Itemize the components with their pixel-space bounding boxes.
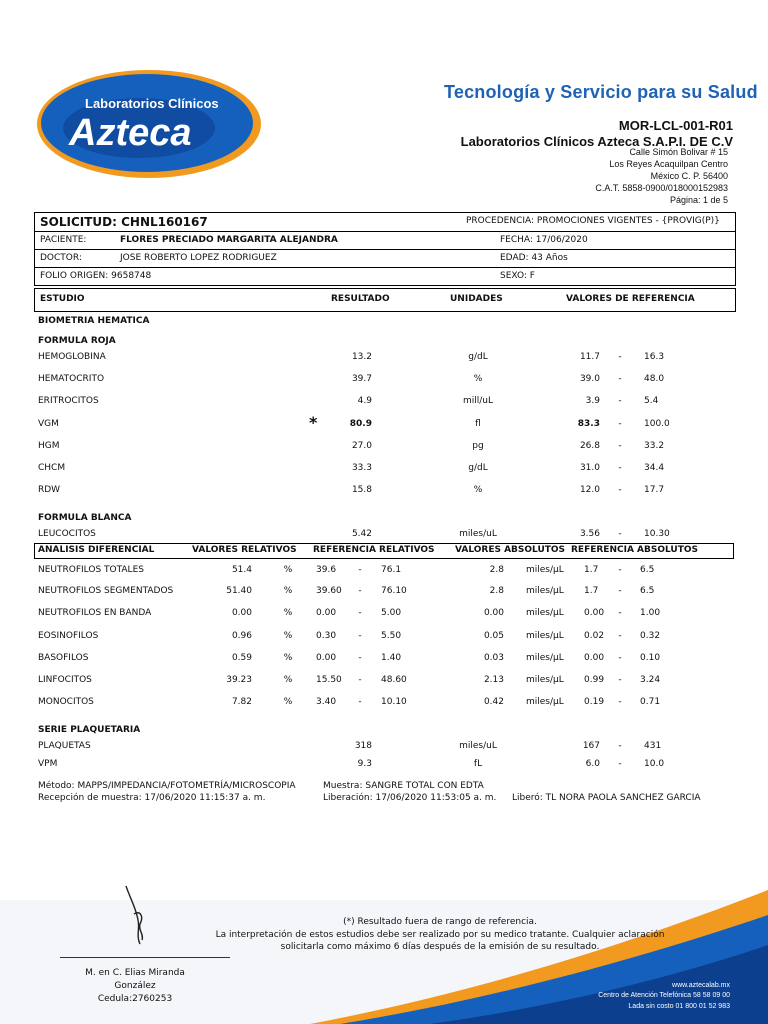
signer-surname: González: [114, 981, 156, 991]
diff-dash: -: [618, 631, 622, 641]
diff-unit: miles/µL: [526, 653, 564, 663]
sexo: SEXO: F: [500, 271, 535, 281]
diff-abs-high: 0.10: [640, 653, 661, 663]
test-name: HEMATOCRITO: [38, 374, 105, 384]
test-name: CHCM: [38, 463, 66, 473]
diff-unit: miles/µL: [526, 586, 564, 596]
test-unit: %: [473, 485, 483, 495]
section-plaquetaria: SERIE PLAQUETARIA: [38, 725, 141, 735]
divider: [34, 249, 736, 250]
doctor-name: JOSE ROBERTO LOPEZ RODRIGUEZ: [120, 253, 277, 263]
diff-ref-high: 5.50: [381, 631, 402, 641]
footnote-line: La interpretación de estos estudios debe ser realizado por su medico tratante. Cualquier aclaración: [215, 930, 665, 940]
diff-abs: 2.8: [489, 586, 504, 596]
diff-rel: 0.00: [231, 608, 252, 618]
section-biometria: BIOMETRIA HEMATICA: [38, 316, 150, 326]
ref-low: 31.0: [579, 463, 600, 473]
fecha: FECHA: 17/06/2020: [500, 235, 588, 245]
diff-dash: -: [358, 631, 362, 641]
ref-dash: -: [618, 441, 622, 451]
leucocitos-name: LEUCOCITOS: [38, 529, 96, 539]
ref-high: 48.0: [644, 374, 665, 384]
test-unit: mill/uL: [462, 396, 494, 406]
address-line: México C. P. 56400: [650, 171, 728, 181]
diff-abs-high: 6.5: [640, 565, 655, 575]
contact-toll-free: Lada sin costo 01 800 01 52 983: [628, 1003, 730, 1010]
address-line: Los Reyes Acaquilpan Centro: [609, 159, 728, 169]
paciente-label: PACIENTE:: [40, 235, 87, 245]
ref-high: 5.4: [644, 396, 659, 406]
ref-high: 10.0: [644, 759, 665, 769]
diff-rel: 0.96: [231, 631, 252, 641]
divider: [34, 267, 736, 268]
col-unidades: UNIDADES: [450, 294, 503, 304]
diff-abs: 0.03: [483, 653, 504, 663]
recepcion: Recepción de muestra: 17/06/2020 11:15:37 a. m.: [38, 793, 266, 803]
ref-low: 6.0: [585, 759, 600, 769]
diff-abs-low: 1.7: [584, 565, 599, 575]
section-blanca: FORMULA BLANCA: [38, 513, 132, 523]
test-result: 318: [354, 741, 372, 751]
diff-unit: miles/µL: [526, 608, 564, 618]
diff-abs-high: 3.24: [640, 675, 661, 685]
diff-pct: %: [283, 565, 293, 575]
diff-rel: 39.23: [226, 675, 252, 685]
diff-abs-low: 0.00: [584, 608, 605, 618]
test-unit: fL: [473, 759, 483, 769]
diff-abs-low: 0.00: [584, 653, 605, 663]
test-unit: g/dL: [468, 463, 488, 473]
address-line: C.A.T. 5858-0900/018000152983: [595, 183, 728, 193]
doctor-label: DOCTOR:: [40, 253, 82, 263]
ref-low: 83.3: [577, 419, 600, 429]
ref-dash: -: [618, 759, 622, 769]
diff-rel: 7.82: [231, 697, 252, 707]
ref-high: 17.7: [644, 485, 665, 495]
diff-dash: -: [358, 586, 362, 596]
diff-name: LINFOCITOS: [38, 675, 92, 685]
diff-ref-low: 0.00: [316, 653, 337, 663]
diff-abs-high: 1.00: [640, 608, 661, 618]
ref-dash: -: [618, 374, 622, 384]
ref-low: 167: [582, 741, 600, 751]
website: www.aztecalab.mx: [672, 982, 730, 989]
signature-line: [60, 957, 230, 958]
diff-unit: miles/µL: [526, 697, 564, 707]
solicitud: SOLICITUD: CHNL160167: [40, 215, 208, 229]
diff-col-abs: VALORES ABSOLUTOS: [455, 545, 566, 555]
diff-abs-high: 0.32: [640, 631, 661, 641]
signer-name: M. en C. Elias Miranda: [85, 968, 185, 978]
diff-name: NEUTROFILOS EN BANDA: [38, 608, 152, 618]
diff-abs-low: 1.7: [584, 586, 599, 596]
col-resultado: RESULTADO: [331, 294, 390, 304]
diff-ref-low: 39.6: [316, 565, 337, 575]
page-number: Página: 1 de 5: [669, 195, 728, 205]
section-roja: FORMULA ROJA: [38, 336, 116, 346]
test-name: HGM: [38, 441, 60, 451]
ref-low: 26.8: [579, 441, 600, 451]
diff-ref-low: 15.50: [316, 675, 342, 685]
diff-abs-high: 6.5: [640, 586, 655, 596]
diff-col-analisis: ANALISIS DIFERENCIAL: [38, 545, 155, 555]
ref-low: 39.0: [579, 374, 600, 384]
diff-unit: miles/µL: [526, 631, 564, 641]
ref-high: 34.4: [644, 463, 665, 473]
diff-ref-low: 39.60: [316, 586, 342, 596]
diff-dash: -: [358, 697, 362, 707]
diff-unit: miles/µL: [526, 565, 564, 575]
test-result: 39.7: [351, 374, 372, 384]
diff-dash: -: [358, 565, 362, 575]
diff-dash: -: [358, 653, 362, 663]
diff-pct: %: [283, 631, 293, 641]
test-name: ERITROCITOS: [38, 396, 99, 406]
paciente-name: FLORES PRECIADO MARGARITA ALEJANDRA: [120, 235, 338, 245]
test-result: 4.9: [357, 396, 372, 406]
diff-abs: 0.42: [483, 697, 504, 707]
ref-low: 12.0: [579, 485, 600, 495]
diff-rel: 51.40: [226, 586, 252, 596]
diff-dash: -: [618, 586, 622, 596]
ref-high: 100.0: [644, 419, 670, 429]
test-name: VGM: [38, 419, 59, 429]
test-result: 80.9: [349, 419, 372, 429]
diff-ref-high: 1.40: [381, 653, 402, 663]
diff-pct: %: [283, 675, 293, 685]
leucocitos-result: 5.42: [351, 529, 372, 539]
diff-dash: -: [618, 675, 622, 685]
ref-dash: -: [618, 463, 622, 473]
procedencia: PROCEDENCIA: PROMOCIONES VIGENTES - {PROVIG(P)}: [466, 216, 720, 226]
logo-text-main: Azteca: [69, 112, 192, 154]
folio: FOLIO ORIGEN: 9658748: [40, 271, 152, 281]
address-line: Calle Simón Bolivar # 15: [629, 147, 728, 157]
diff-dash: -: [358, 608, 362, 618]
diff-rel: 51.4: [231, 565, 252, 575]
test-result: 27.0: [351, 441, 372, 451]
diff-abs: 0.05: [483, 631, 504, 641]
ref-dash: -: [618, 485, 622, 495]
company-name: Laboratorios Clínicos Azteca S.A.P.I. DE C.V: [460, 134, 733, 149]
signature: [110, 884, 180, 954]
diff-abs-low: 0.02: [584, 631, 605, 641]
divider: [34, 231, 736, 232]
ref-low: 3.9: [585, 396, 600, 406]
ref-high: 33.2: [644, 441, 665, 451]
liberacion: Liberación: 17/06/2020 11:53:05 a. m.: [323, 793, 497, 803]
test-result: 33.3: [351, 463, 372, 473]
test-name: RDW: [38, 485, 61, 495]
diff-name: NEUTROFILOS SEGMENTADOS: [38, 586, 174, 596]
diff-abs-low: 0.99: [584, 675, 605, 685]
ref-high: 16.3: [644, 352, 665, 362]
doc-code: MOR-LCL-001-R01: [618, 118, 733, 133]
diff-rel: 0.59: [231, 653, 252, 663]
test-result: 13.2: [351, 352, 372, 362]
logo-text-top: Laboratorios Clínicos: [85, 96, 219, 111]
diff-pct: %: [283, 697, 293, 707]
diff-col-ref-rel: REFERENCIA RELATIVOS: [313, 545, 435, 555]
diff-name: BASOFILOS: [38, 653, 89, 663]
diff-col-ref-abs: REFERENCIA ABSOLUTOS: [571, 545, 698, 555]
test-result: 15.8: [351, 485, 372, 495]
lab-logo: [35, 68, 263, 180]
ref-dash: -: [618, 352, 622, 362]
test-unit: miles/uL: [459, 741, 497, 751]
diff-ref-low: 0.30: [316, 631, 337, 641]
diff-ref-high: 48.60: [381, 675, 407, 685]
ref-dash: -: [618, 741, 622, 751]
diff-pct: %: [283, 586, 293, 596]
diff-abs: 0.00: [483, 608, 504, 618]
test-unit: %: [473, 374, 483, 384]
diff-dash: -: [618, 565, 622, 575]
diff-ref-low: 0.00: [316, 608, 337, 618]
metodo: Método: MAPPS/IMPEDANCIA/FOTOMETRÍA/MICROSCOPIA: [38, 781, 296, 791]
test-name: PLAQUETAS: [38, 741, 91, 751]
leucocitos-low: 3.56: [579, 529, 600, 539]
diff-abs: 2.13: [483, 675, 504, 685]
diff-ref-high: 76.10: [381, 586, 407, 596]
signer-cedula: Cedula:2760253: [97, 994, 173, 1004]
muestra: Muestra: SANGRE TOTAL CON EDTA: [323, 781, 484, 791]
ref-high: 431: [644, 741, 662, 751]
diff-name: MONOCITOS: [38, 697, 94, 707]
ref-dash: -: [618, 396, 622, 406]
diff-ref-high: 5.00: [381, 608, 402, 618]
footnote-line: solicitarla como máximo 6 días después de la emisión de su resultado.: [280, 942, 600, 952]
ref-dash: -: [618, 419, 622, 429]
diff-name: NEUTROFILOS TOTALES: [38, 565, 144, 575]
libero: Liberó: TL NORA PAOLA SANCHEZ GARCIA: [512, 793, 701, 803]
test-unit: pg: [472, 441, 484, 451]
diff-name: EOSINOFILOS: [38, 631, 99, 641]
footnote-flag: (*) Resultado fuera de rango de referencia.: [343, 917, 537, 927]
diff-dash: -: [358, 675, 362, 685]
test-unit: g/dL: [468, 352, 488, 362]
diff-dash: -: [618, 653, 622, 663]
test-result: 9.3: [357, 759, 372, 769]
test-unit: fl: [475, 419, 481, 429]
ref-low: 11.7: [579, 352, 600, 362]
diff-ref-high: 10.10: [381, 697, 407, 707]
diff-abs-low: 0.19: [584, 697, 605, 707]
out-of-range-flag: *: [309, 413, 318, 432]
diff-dash: -: [618, 697, 622, 707]
diff-pct: %: [283, 608, 293, 618]
leucocitos-high: 10.30: [644, 529, 670, 539]
tagline: Tecnología y Servicio para su Salud: [444, 82, 758, 102]
leucocitos-unit: miles/uL: [459, 529, 497, 539]
col-estudio: ESTUDIO: [40, 294, 85, 304]
diff-ref-low: 3.40: [316, 697, 337, 707]
leucocitos-dash: -: [618, 529, 622, 539]
diff-dash: -: [618, 608, 622, 618]
contact-phone: Centro de Atención Telefónica 58 58 09 00: [598, 992, 730, 999]
edad: EDAD: 43 Años: [500, 253, 568, 263]
diff-col-rel: VALORES RELATIVOS: [192, 545, 297, 555]
diff-abs-high: 0.71: [640, 697, 661, 707]
diff-ref-high: 76.1: [381, 565, 402, 575]
diff-unit: miles/µL: [526, 675, 564, 685]
test-name: VPM: [38, 759, 58, 769]
diff-pct: %: [283, 653, 293, 663]
test-name: HEMOGLOBINA: [38, 352, 106, 362]
diff-abs: 2.8: [489, 565, 504, 575]
col-referencia: VALORES DE REFERENCIA: [566, 294, 695, 304]
